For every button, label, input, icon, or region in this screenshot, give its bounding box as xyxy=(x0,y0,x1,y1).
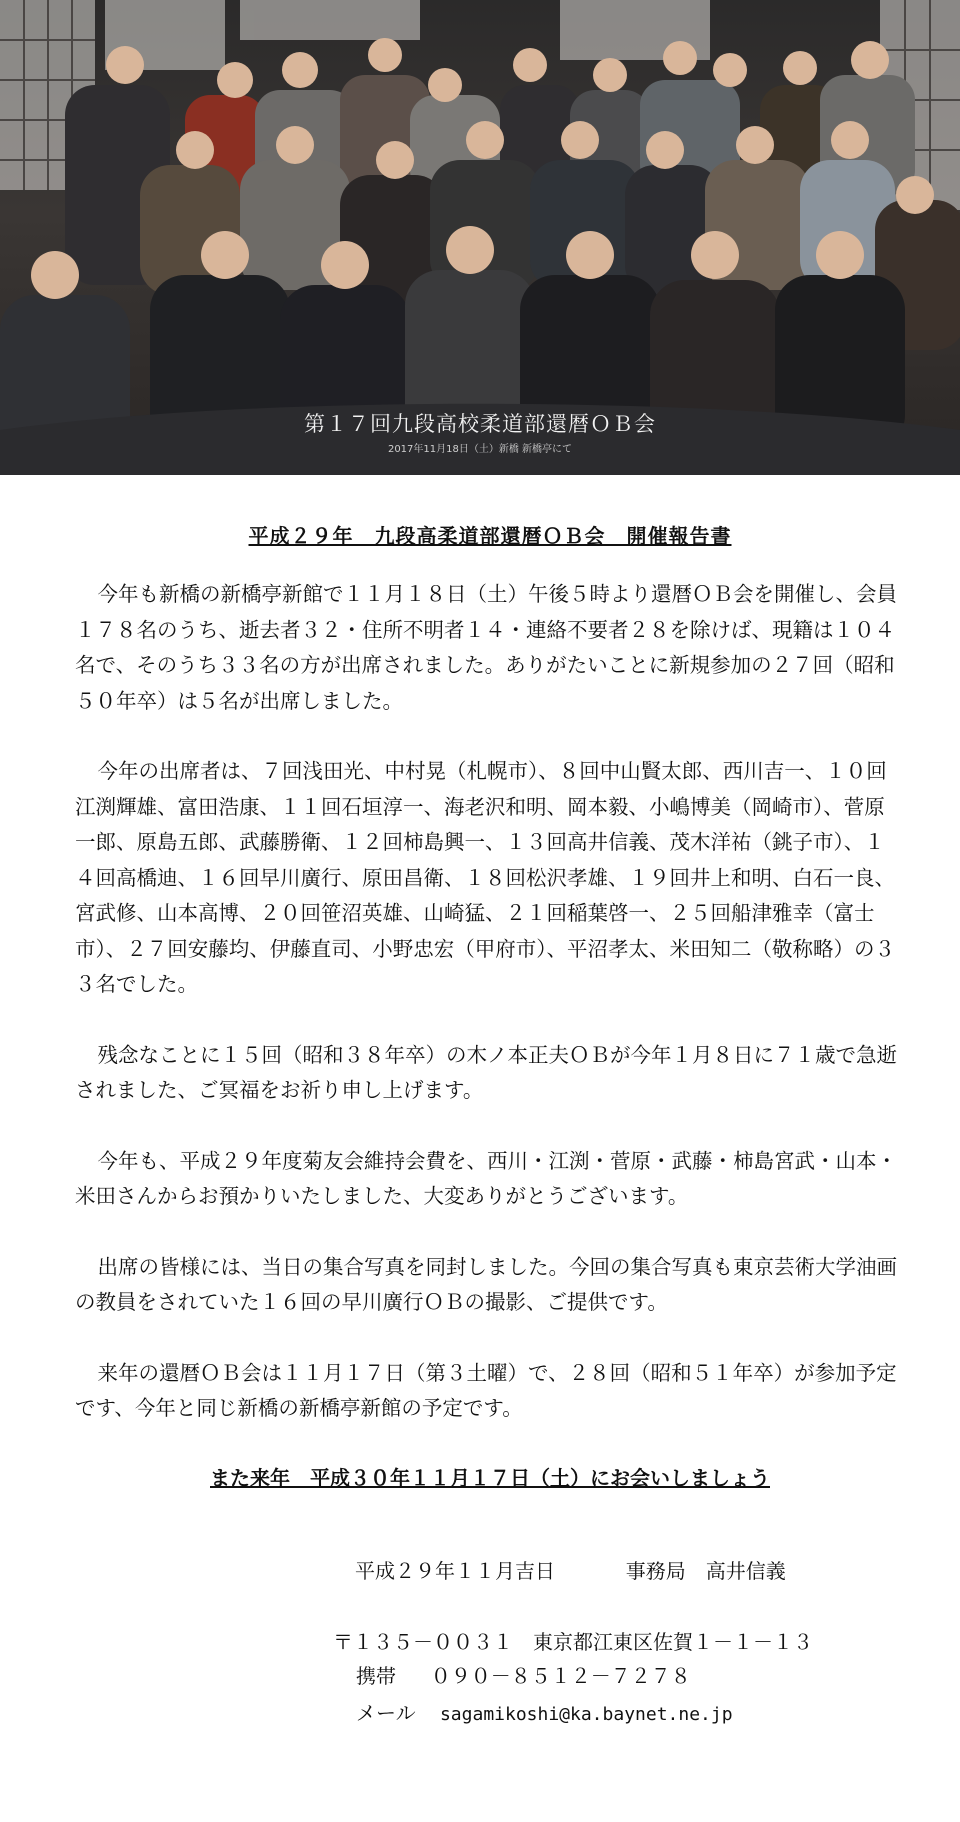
contact-phone-line xyxy=(356,1660,691,1689)
report-title: 平成２９年 九段高柔道部還暦ＯＢ会 開催報告書 xyxy=(248,524,732,548)
paragraph-fees: 今年も、平成２９年度菊友会維持会費を、西川・江渕・菅原・武藤・柿島宮武・山本・米田さんからお預かりいたしました、大変ありがとうございます。 xyxy=(75,1148,898,1208)
contact-address: 〒１３５－００３１ 東京都江東区佐賀１－１－１３ xyxy=(333,1630,813,1654)
mail-label: メール xyxy=(356,1701,416,1725)
signature xyxy=(355,1555,786,1584)
photo-caption-title: 第１７回九段高校柔道部還暦ＯＢ会 xyxy=(304,412,656,436)
group-photo-illustration xyxy=(0,0,960,475)
paragraph-attendees: 今年の出席者は、７回浅田光、中村晃（札幌市）、８回中山賢太郎、西川吉一、１０回江渕輝雄、富田浩康、１１回石垣淳一、海老沢和明、岡本毅、小嶋博美（岡崎市）、菅原一郎、原島五郎、武藤勝衛、１２回柿島興一、１３回高井信義、茂木洋祐（銚子市）、１４回高橋迪、１６回早川廣行、原田昌衛、１８回松沢孝雄、１９回井上和明、白石一良、宮武修、山本高博、２０回笹沼英雄、山崎猛、２１回稲葉啓一、２５回船津雅幸（富士市）、２７回安藤均、伊藤直司、小野忠宏（甲府市）、平沼孝太、米田知二（敬称略）の３３名でした。 xyxy=(75,759,895,996)
paragraph-photo: 出席の皆様には、当日の集合写真を同封しました。今回の集合写真も東京芸術大学油画の教員をされていた１６回の早川廣行ＯＢの撮影、ご提供です。 xyxy=(75,1254,898,1314)
paragraph-summary: 今年も新橋の新橋亭新館で１１月１８日（土）午後５時より還暦ＯＢ会を開催し、会員１７８名のうち、逝去者３２・住所不明者１４・連絡不要者２８を除けば、現籍は１０４名で、そのうち３３名の方が出席されました。ありがたいことに新規参加の２７回（昭和５０年卒）は５名が出席しました。 xyxy=(75,582,898,713)
phone-number: ０９０－８５１２－７２７８ xyxy=(430,1664,691,1688)
report-body xyxy=(75,520,905,1491)
signature-date: 平成２９年１１月吉日 xyxy=(355,1559,555,1583)
contact-mail-line xyxy=(356,1697,733,1726)
signature-office: 事務局 高井信義 xyxy=(625,1559,786,1583)
phone-label: 携帯 xyxy=(356,1664,396,1688)
photo-caption-date: 2017年11月18日（土）新橋 新橋亭にて xyxy=(387,444,573,455)
closing-line: また来年 平成３０年１１月１７日（土）にお会いしましょう xyxy=(210,1465,770,1490)
mail-address[interactable]: sagamikoshi@ka.baynet.ne.jp xyxy=(439,1704,733,1725)
group-photo xyxy=(0,0,960,475)
paragraph-next-year: 来年の還暦ＯＢ会は１１月１７日（第３土曜）で、２８回（昭和５１年卒）が参加予定です、今年と同じ新橋の新橋亭新館の予定です。 xyxy=(75,1360,897,1420)
paragraph-condolence: 残念なことに１５回（昭和３８年卒）の木ノ本正夫ＯＢが今年１月８日に７１歳で急逝されました、ご冥福をお祈り申し上げます。 xyxy=(75,1042,898,1102)
